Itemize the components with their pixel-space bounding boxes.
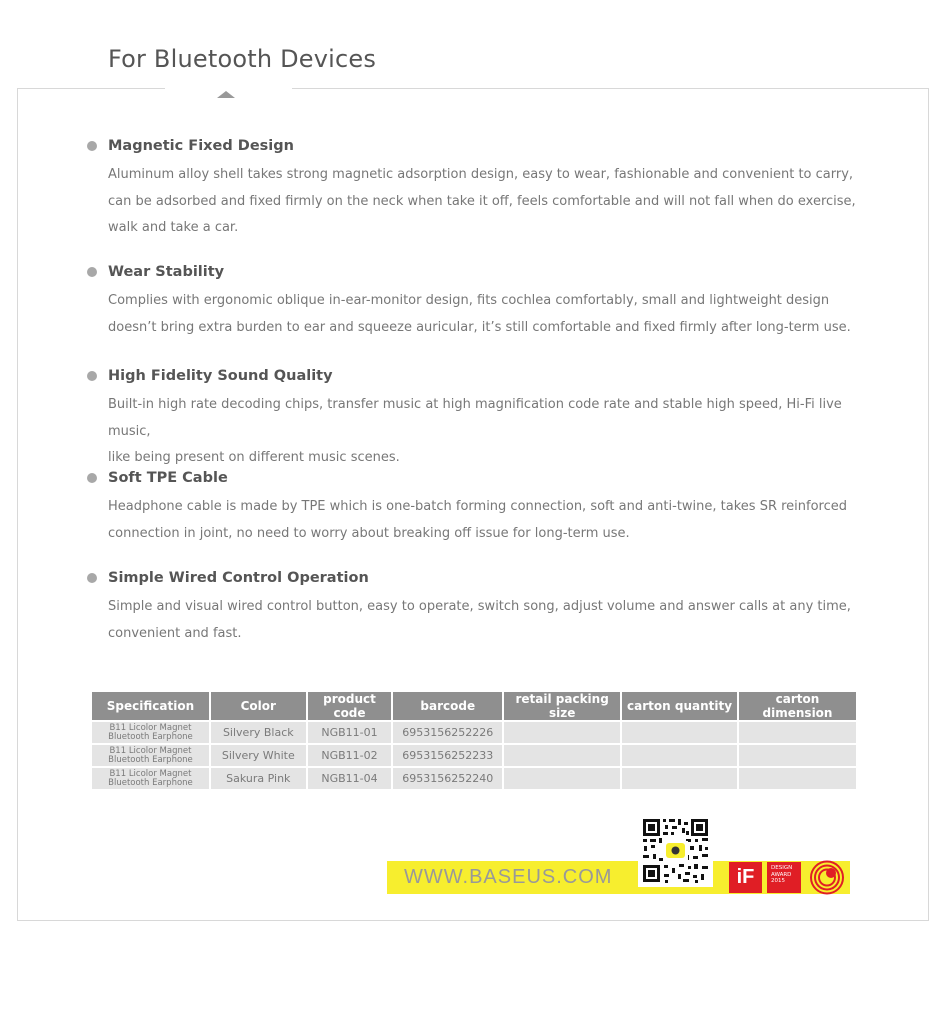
header-color: Color xyxy=(211,692,306,720)
cell-product-code: NGB11-02 xyxy=(308,745,392,766)
feature-wired-control xyxy=(87,568,887,647)
qr-code-icon xyxy=(638,814,713,887)
table-row xyxy=(92,745,856,766)
cell-retail-packing-size xyxy=(504,722,620,743)
table-row xyxy=(92,768,856,789)
cell-product-code: NGB11-01 xyxy=(308,722,392,743)
feature-title: High Fidelity Sound Quality xyxy=(108,368,333,384)
feature-body: Simple and visual wired control button, easy to operate, switch song, adjust volume and answer calls at any time, convenient and fast. xyxy=(108,599,851,641)
qr-code-graphic xyxy=(638,814,713,887)
cell-carton-quantity xyxy=(622,768,737,789)
design-award-line: DESIGN xyxy=(771,865,793,871)
design-award-line: AWARD xyxy=(771,871,792,878)
design-award-line: 2015 xyxy=(771,878,785,884)
cell-retail-packing-size xyxy=(504,745,620,766)
red-dot-award-icon xyxy=(809,860,845,895)
cell-color: Silvery Black xyxy=(211,722,306,743)
caret-up-icon xyxy=(217,91,235,98)
cell-carton-quantity xyxy=(622,722,737,743)
feature-title: Magnetic Fixed Design xyxy=(108,138,294,154)
table-row xyxy=(92,722,856,743)
feature-title: Soft TPE Cable xyxy=(108,470,228,486)
cell-carton-quantity xyxy=(622,745,737,766)
header-specification: Specification xyxy=(92,692,209,720)
cell-barcode: 6953156252233 xyxy=(393,745,502,766)
table-header-row xyxy=(92,692,856,720)
cell-color: Silvery White xyxy=(211,745,306,766)
header-product-code: product code xyxy=(308,692,392,720)
bullet-icon xyxy=(87,573,97,583)
bullet-icon xyxy=(87,141,97,151)
feature-soft-tpe-cable xyxy=(87,468,887,547)
header-barcode: barcode xyxy=(393,692,502,720)
cell-carton-dimension xyxy=(739,722,856,743)
bullet-icon xyxy=(87,267,97,277)
cell-retail-packing-size xyxy=(504,768,620,789)
cell-barcode: 6953156252226 xyxy=(393,722,502,743)
page-title: For Bluetooth Devices xyxy=(108,45,377,73)
feature-body: Headphone cable is made by TPE which is one-batch forming connection, soft and anti-twine, takes SR reinforced connection in joint, no need to worry about breaking off issue for long-term use. xyxy=(108,499,848,541)
feature-wear-stability xyxy=(87,262,887,341)
bullet-icon xyxy=(87,473,97,483)
feature-title: Simple Wired Control Operation xyxy=(108,570,369,586)
header-carton-dimension: carton dimension xyxy=(739,692,856,720)
tab-notch xyxy=(165,87,292,90)
website-link[interactable]: WWW.BASEUS.COM xyxy=(404,866,613,888)
cell-color: Sakura Pink xyxy=(211,768,306,789)
header-carton-quantity: carton quantity xyxy=(622,692,737,720)
header-retail-packing-size: retail packing size xyxy=(504,692,620,720)
cell-product-code: NGB11-04 xyxy=(308,768,392,789)
cell-specification: B11 Licolor Magnet Bluetooth Earphone xyxy=(92,722,209,743)
spec-table xyxy=(90,690,858,791)
cell-carton-dimension xyxy=(739,768,856,789)
feature-magnetic-fixed-design xyxy=(87,136,887,242)
feature-body: Built-in high rate decoding chips, transfer music at high magnification code rate and stable high speed, Hi-Fi live music, like being present on different music scenes. xyxy=(108,397,842,465)
cell-specification: B11 Licolor Magnet Bluetooth Earphone xyxy=(92,745,209,766)
red-dot-graphic xyxy=(809,860,845,895)
feature-body: Complies with ergonomic oblique in-ear-monitor design, fits cochlea comfortably, small and lightweight design doesn’t bring extra burden to ear and squeeze auricular, it’s still comfortable and fixed firmly after long-term use. xyxy=(108,293,851,335)
feature-title: Wear Stability xyxy=(108,264,225,280)
cell-barcode: 6953156252240 xyxy=(393,768,502,789)
bullet-icon xyxy=(87,371,97,381)
feature-body: Aluminum alloy shell takes strong magnetic adsorption design, easy to wear, fashionable and convenient to carry, can be adsorbed and fixed firmly on the neck when take it off, feels comfortable and will not fall when do exercise, walk and take a car. xyxy=(108,167,856,235)
cell-specification: B11 Licolor Magnet Bluetooth Earphone xyxy=(92,768,209,789)
feature-high-fidelity xyxy=(87,366,887,472)
design-award-badge xyxy=(767,862,801,893)
cell-carton-dimension xyxy=(739,745,856,766)
if-award-badge: iF xyxy=(729,862,762,893)
